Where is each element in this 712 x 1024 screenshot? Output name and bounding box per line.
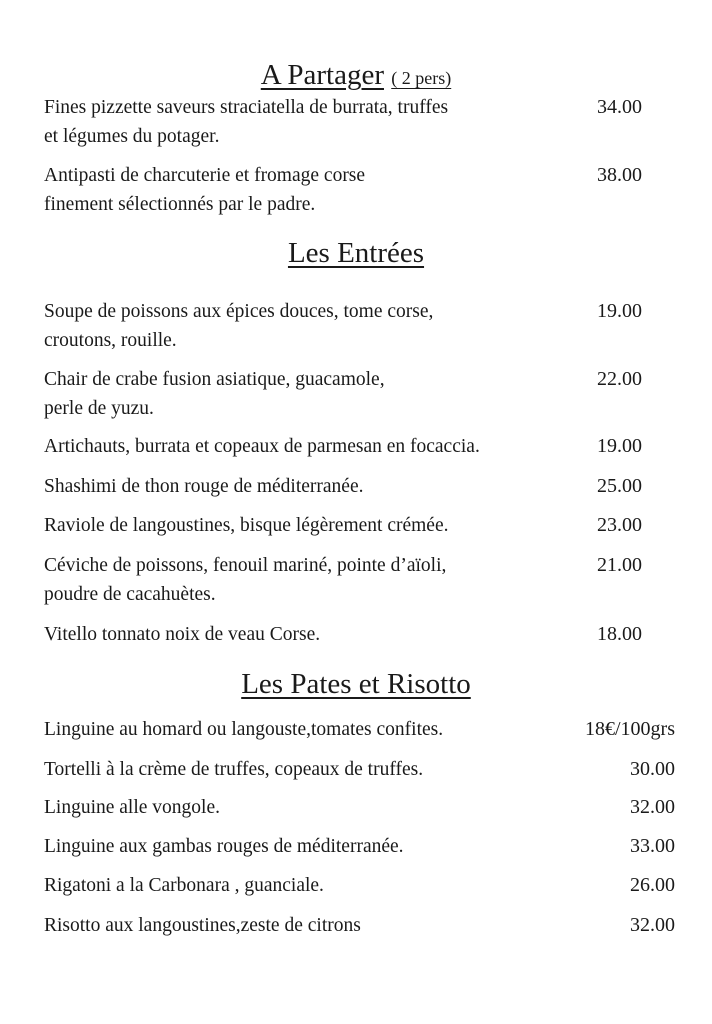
menu-item-name: Rigatoni a la Carbonara , guanciale. (44, 875, 324, 896)
menu-item-price: 26.00 (630, 874, 675, 896)
menu-item-name: Linguine alle vongole. (44, 797, 220, 818)
section-heading-entrees (0, 236, 712, 270)
menu-item-name: Céviche de poissons, fenouil mariné, pointe d’aïoli, poudre de cacahuètes. (44, 555, 447, 605)
menu-item-name: Shashimi de thon rouge de méditerranée. (44, 476, 364, 497)
menu-item-price: 30.00 (630, 758, 675, 780)
menu-item-name: Chair de crabe fusion asiatique, guacamole, perle de yuzu. (44, 369, 385, 419)
menu-item-name: Linguine au homard ou langouste,tomates confites. (44, 719, 444, 740)
menu-item-name: Risotto aux langoustines,zeste de citrons (44, 915, 361, 936)
section-title: A Partager (260, 59, 384, 91)
section-heading-pates-risotto (0, 667, 712, 701)
menu-item-price: 32.00 (630, 796, 675, 818)
menu-item-name: Artichauts, burrata et copeaux de parmesan en focaccia. (44, 436, 480, 457)
section-subtitle: ( 2 pers) (391, 68, 452, 88)
menu-item-price: 18.00 (597, 623, 642, 645)
section-title: Les Pates et Risotto (241, 668, 471, 700)
menu-item-price: 25.00 (597, 475, 642, 497)
menu-item-name: Antipasti de charcuterie et fromage corse finement sélectionnés par le padre. (44, 165, 366, 215)
section-title: Les Entrées (287, 237, 425, 269)
menu-item-price: 19.00 (597, 435, 642, 457)
menu-item-name: Raviole de langoustines, bisque légèrement crémée. (44, 515, 449, 536)
section-heading-a-partager (0, 58, 712, 95)
menu-item-price: 19.00 (597, 300, 642, 322)
menu-item-price: 21.00 (597, 554, 642, 576)
menu-item-price: 23.00 (597, 514, 642, 536)
menu-item-price: 32.00 (630, 914, 675, 936)
menu-item-price: 18€/100grs (585, 718, 675, 740)
menu-item-price: 22.00 (597, 368, 642, 390)
menu-item-price: 38.00 (597, 164, 642, 186)
menu-item-name: Vitello tonnato noix de veau Corse. (44, 624, 321, 645)
menu-item-name: Fines pizzette saveurs straciatella de burrata, truffes et légumes du potager. (44, 97, 449, 147)
menu-item-price: 33.00 (630, 835, 675, 857)
menu-item-name: Linguine aux gambas rouges de méditerranée. (44, 836, 404, 857)
menu-item-name: Tortelli à la crème de truffes, copeaux de truffes. (44, 759, 424, 780)
menu-item-price: 34.00 (597, 96, 642, 118)
menu-item-name: Soupe de poissons aux épices douces, tome corse, croutons, rouille. (44, 301, 434, 351)
